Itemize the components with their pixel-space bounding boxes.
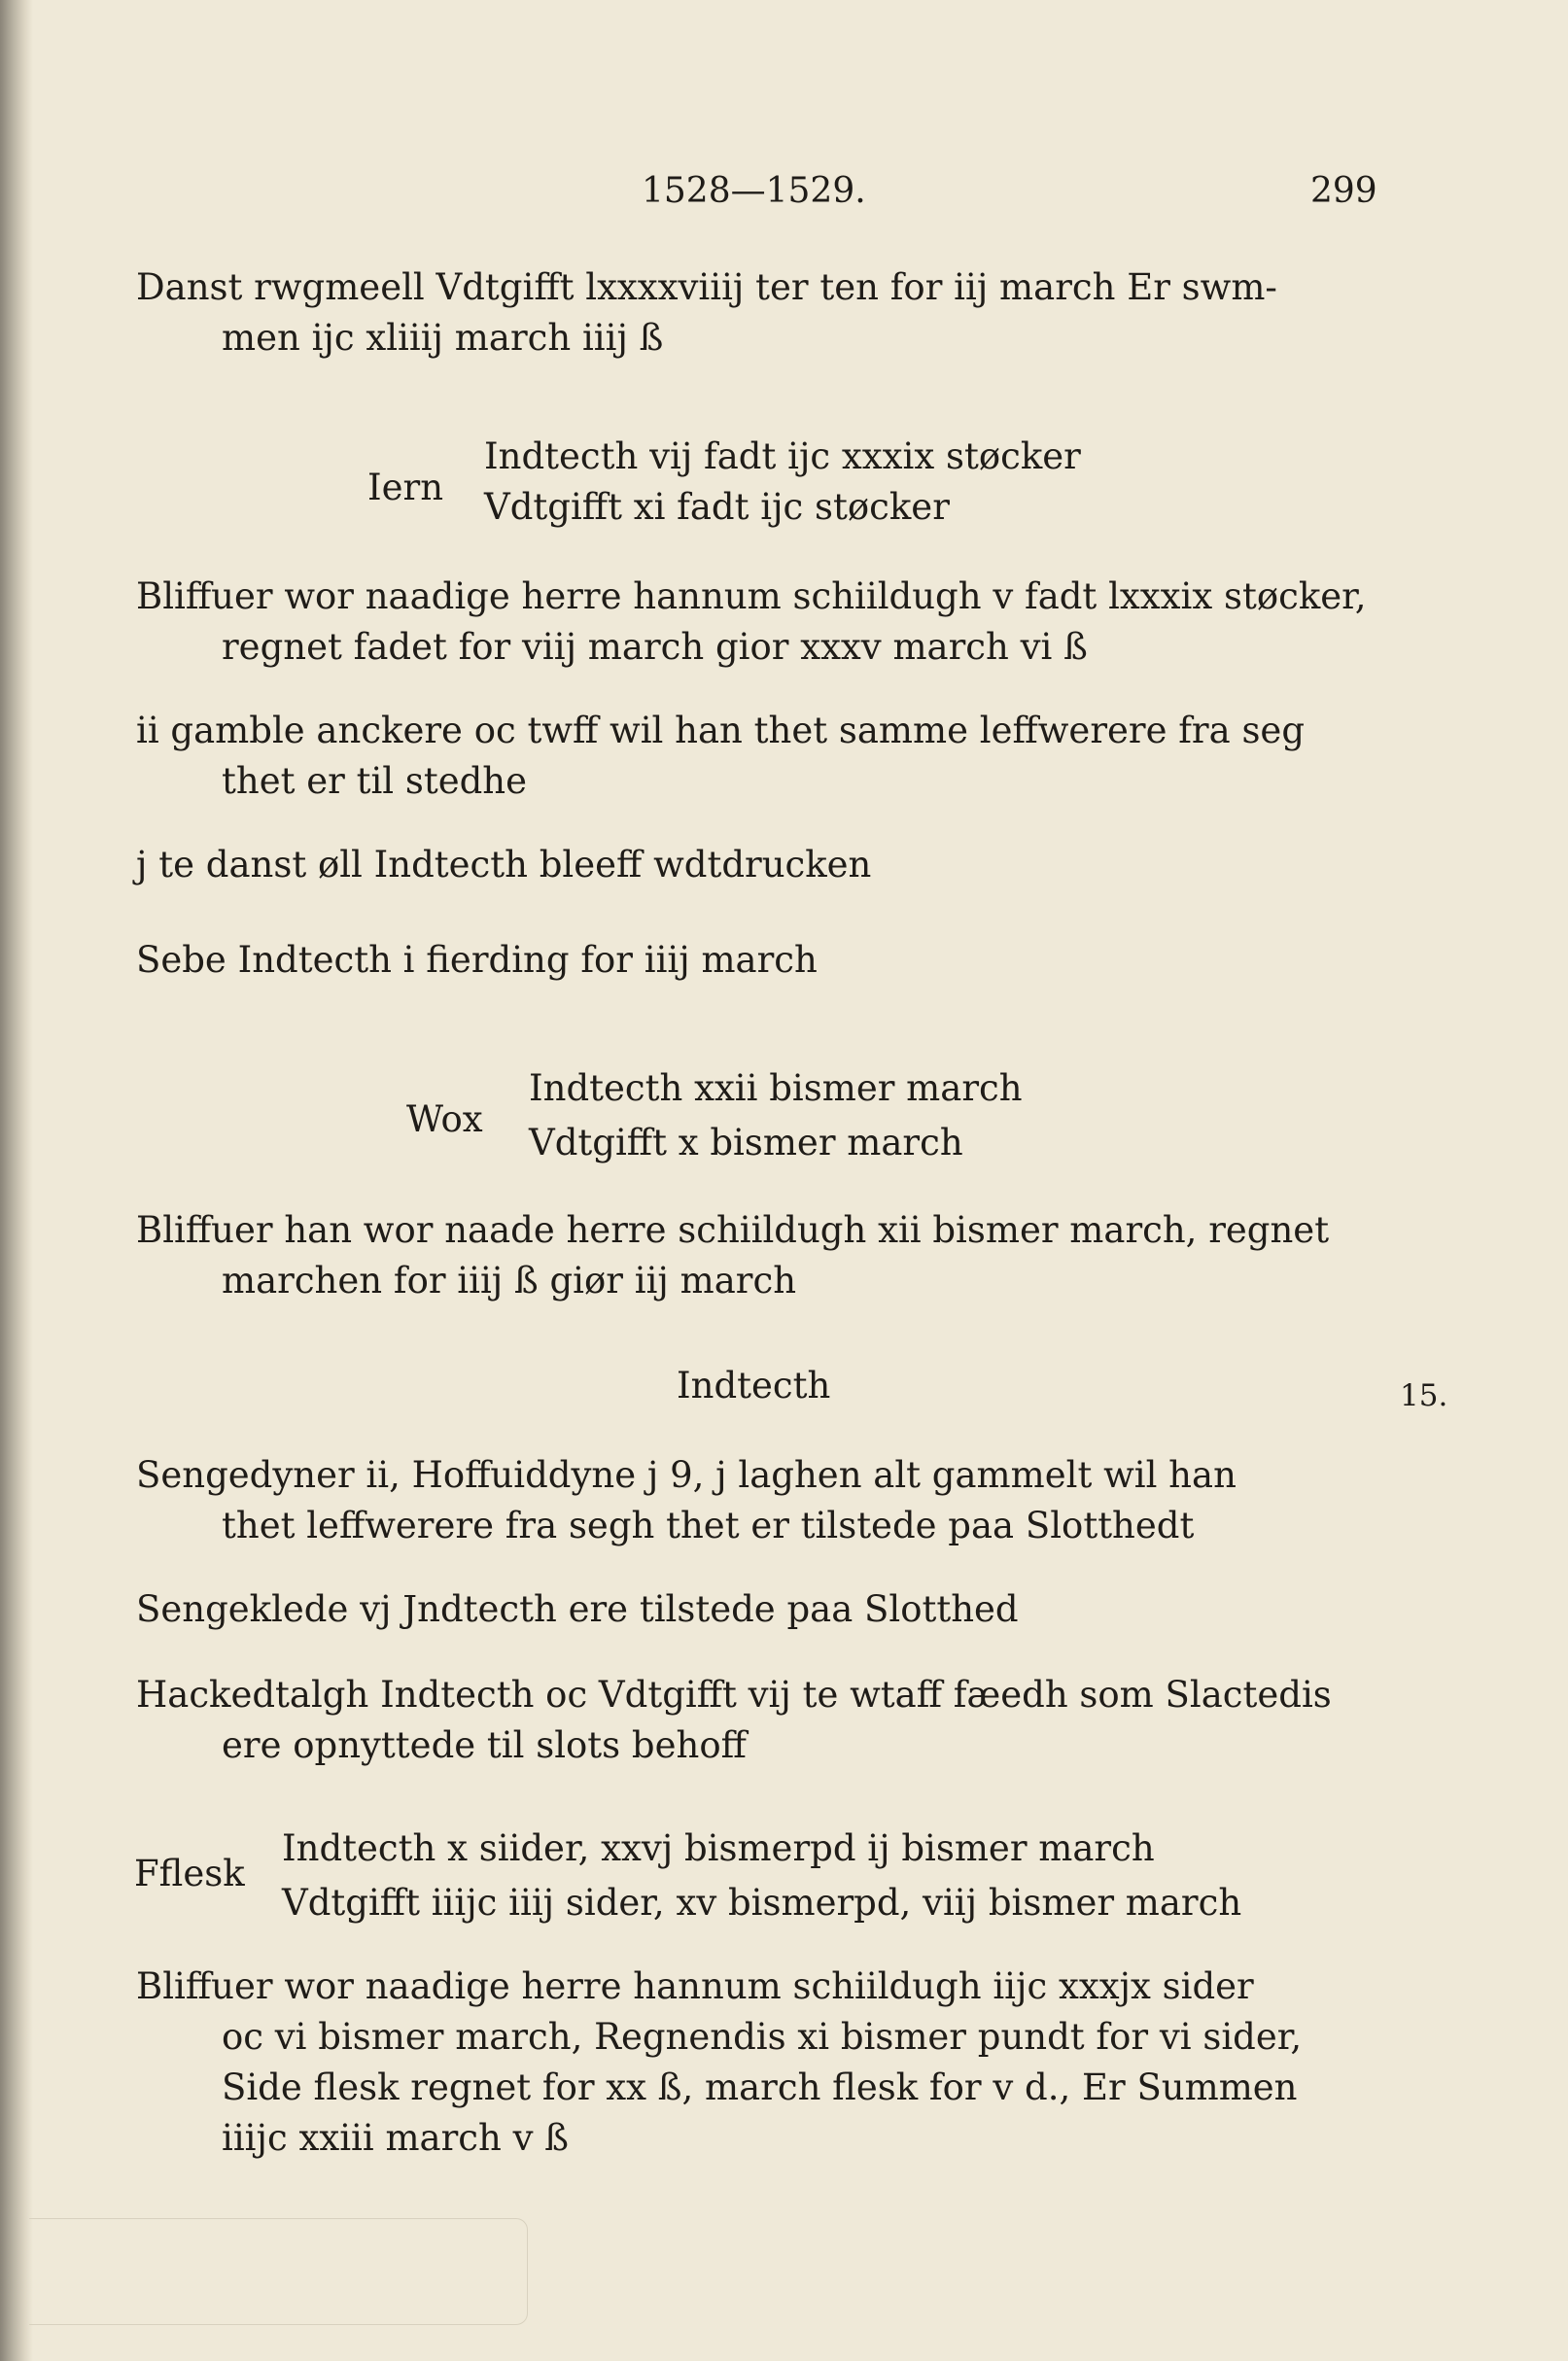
section-heading: Indtecth (677, 1365, 831, 1406)
book-spine-shadow (0, 0, 33, 2361)
text-line: Sengedyner ii, Hoffuiddyne j 9, j laghen alt gammelt wil han (136, 1454, 1237, 1496)
paragraph-sengedyner (136, 1450, 1400, 1551)
paragraph-dansk-rug (136, 262, 1400, 364)
header-years: 1528—1529. (642, 171, 866, 211)
text-line: iiijc xxiii march v ß (222, 2117, 569, 2159)
paragraph-oll (136, 840, 1400, 890)
text-line: thet er til stedhe (222, 760, 528, 802)
text-line: Bliffuer han wor naade herre schiildugh xii bismer march, regnet (136, 1209, 1330, 1251)
text-line: ii gamble anckere oc twff wil han thet samme leffwerere fra seg (136, 710, 1306, 751)
entry-label: Fflesk (134, 1853, 245, 1894)
text-line: men ijc xliiij march iiij ß (222, 317, 664, 359)
text-line: marchen for iiij ß giør iij march (222, 1260, 797, 1302)
entry-row: Indtecth x siider, xxvj bismerpd ij bismer march (282, 1827, 1155, 1869)
entry-label: Iern (367, 467, 444, 508)
text-line: Danst rwgmeell Vdtgifft lxxxxviiij ter ten for iij march Er swm- (136, 266, 1277, 308)
page-impression (29, 2218, 528, 2325)
entry-row: Indtecth xxii bismer march (529, 1067, 1023, 1109)
text-line: Bliffuer wor naadige herre hannum schiildugh iijc xxxjx sider (136, 1965, 1254, 2007)
text-line: Sengeklede vj Jndtecth ere tilstede paa Slotthed (136, 1588, 1019, 1630)
text-line: Bliffuer wor naadige herre hannum schiildugh v fadt lxxxix støcker, (136, 575, 1367, 617)
paragraph-gamble (136, 706, 1400, 807)
entry-row: Indtecth vij fadt ijc xxxix støcker (484, 435, 1081, 477)
text-line: j te danst øll Indtecth bleeff wdtdrucken (136, 844, 872, 885)
paragraph-bliffuer-2 (136, 1205, 1400, 1306)
entry-row: Vdtgifft iiijc iiij sider, xv bismerpd, viij bismer march (282, 1882, 1242, 1924)
entry-label: Wox (406, 1098, 483, 1140)
running-header (0, 171, 1568, 229)
paragraph-hackedtalgh (136, 1670, 1400, 1771)
paragraph-sebe (136, 935, 1400, 986)
text-line: Side flesk regnet for xx ß, march flesk for v d., Er Summen (222, 2066, 1298, 2108)
paragraph-bliffuer-3 (136, 1962, 1400, 2164)
entry-row: Vdtgifft xi fadt ijc støcker (484, 486, 950, 528)
paragraph-bliffuer-1 (136, 572, 1400, 673)
text-line: Hackedtalgh Indtecth oc Vdtgifft vij te wtaff fæedh som Slactedis (136, 1674, 1332, 1716)
text-line: thet leffwerere fra segh thet er tilstede paa Slotthedt (222, 1505, 1195, 1546)
text-line: regnet fadet for viij march gior xxxv march vi ß (222, 626, 1088, 668)
margin-number: 15. (1400, 1378, 1448, 1413)
text-line: ere opnyttede til slots behoff (222, 1724, 747, 1766)
text-line: oc vi bismer march, Regnendis xi bismer pundt for vi sider, (222, 2016, 1303, 2058)
paragraph-sengeklede (136, 1584, 1400, 1635)
text-line: Sebe Indtecth i fierding for iiij march (136, 939, 818, 981)
entry-row: Vdtgifft x bismer march (529, 1122, 963, 1163)
page-number: 299 (1310, 171, 1377, 211)
